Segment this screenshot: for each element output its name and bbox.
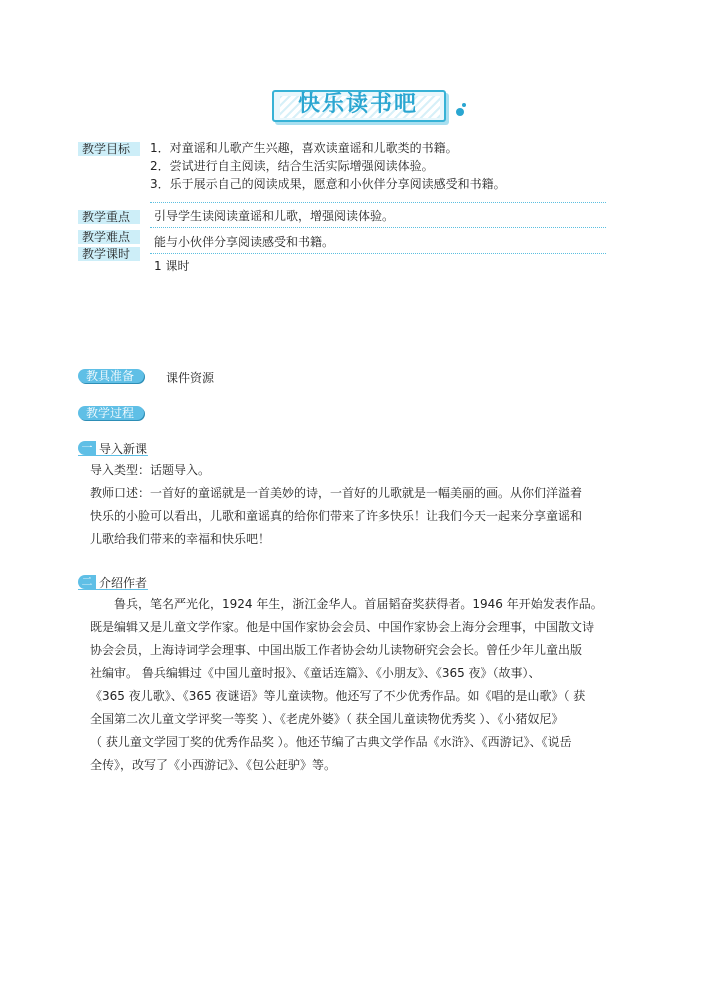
section-1-body <box>90 459 670 551</box>
difficult-label: 教学难点 <box>78 230 140 244</box>
goal-item-1: 1．对童谣和儿歌产生兴趣，喜欢读童谣和儿歌类的书籍。 <box>150 141 458 155</box>
goal-item-2: 2．尝试进行自主阅读，结合生活实际增强阅读体验。 <box>150 159 434 173</box>
section-1-line: 儿歌给我们带来的幸福和快乐吧！ <box>90 532 271 546</box>
prep-pill: 教具准备 <box>78 369 144 383</box>
divider <box>150 227 606 228</box>
hours-text: 1 课时 <box>154 259 190 273</box>
section-2-line: 全传》，改写了《小西游记》、《包公赶驴》等。 <box>90 758 337 772</box>
difficult-text: 能与小伙伴分享阅读感受和书籍。 <box>154 235 335 249</box>
section-2-line: （ 获儿童文学园丁奖的优秀作品奖 ）。他还节编了古典文学作品《水浒》、《西游记》、《说岳 <box>90 735 572 749</box>
section-2-line: 《365 夜儿歌》、《365 夜谜语》等儿童读物。他还写了不少优秀作品。如《唱的是山歌》（ 获 <box>90 689 586 703</box>
section-2-body <box>90 593 670 777</box>
title-banner <box>272 90 468 122</box>
title-dot-decoration-small <box>462 103 466 107</box>
section-2-line: 协会会员，上海诗词学会理事、中国出版工作者协会幼儿读物研究会会长。曾任少年儿童出版 <box>90 643 583 657</box>
section-1-line: 导入类型：话题导入。 <box>90 463 211 477</box>
section-1-number: 一 <box>78 441 96 455</box>
title-dot-decoration <box>456 108 464 116</box>
goal-label: 教学目标 <box>78 142 140 156</box>
section-1-line: 快乐的小脸可以看出，儿歌和童谣真的给你们带来了许多快乐！让我们今天一起来分享童谣和 <box>90 509 583 523</box>
hours-label: 教学课时 <box>78 247 140 261</box>
key-text: 引导学生读阅读童谣和儿歌，增强阅读体验。 <box>154 209 395 223</box>
process-pill: 教学过程 <box>78 406 144 420</box>
section-2-line: 既是编辑又是儿童文学作家。他是中国作家协会会员、中国作家协会上海分会理事，中国散文诗 <box>90 620 595 634</box>
section-2-title: 介绍作者 <box>99 576 148 590</box>
divider <box>150 253 606 254</box>
section-2-line: 全国第二次儿童文学评奖一等奖 ）、《老虎外婆》（ 获全国儿童读物优秀奖 ）、《小猪奴尼》 <box>90 712 564 726</box>
section-1-line: 教师口述：一首好的童谣就是一首美妙的诗，一首好的儿歌就是一幅美丽的画。从你们洋溢着 <box>90 486 583 500</box>
key-label: 教学重点 <box>78 210 140 224</box>
section-2-number: 二 <box>78 575 96 589</box>
section-2-line: 鲁兵，笔名严光化，1924 年生，浙江金华人。首届韬奋奖获得者。1946 年开始发表作品。 <box>114 597 603 611</box>
divider <box>150 202 606 203</box>
section-1-title: 导入新课 <box>99 442 148 456</box>
section-2-line: 社编审。 鲁兵编辑过《中国儿童时报》、《童话连篇》、《小朋友》、《365 夜》（故事）、 <box>90 666 541 680</box>
page-title: 快乐读书吧 <box>297 92 418 117</box>
goal-item-3: 3．乐于展示自己的阅读成果，愿意和小伙伴分享阅读感受和书籍。 <box>150 177 506 191</box>
prep-text: 课件资源 <box>166 371 215 385</box>
